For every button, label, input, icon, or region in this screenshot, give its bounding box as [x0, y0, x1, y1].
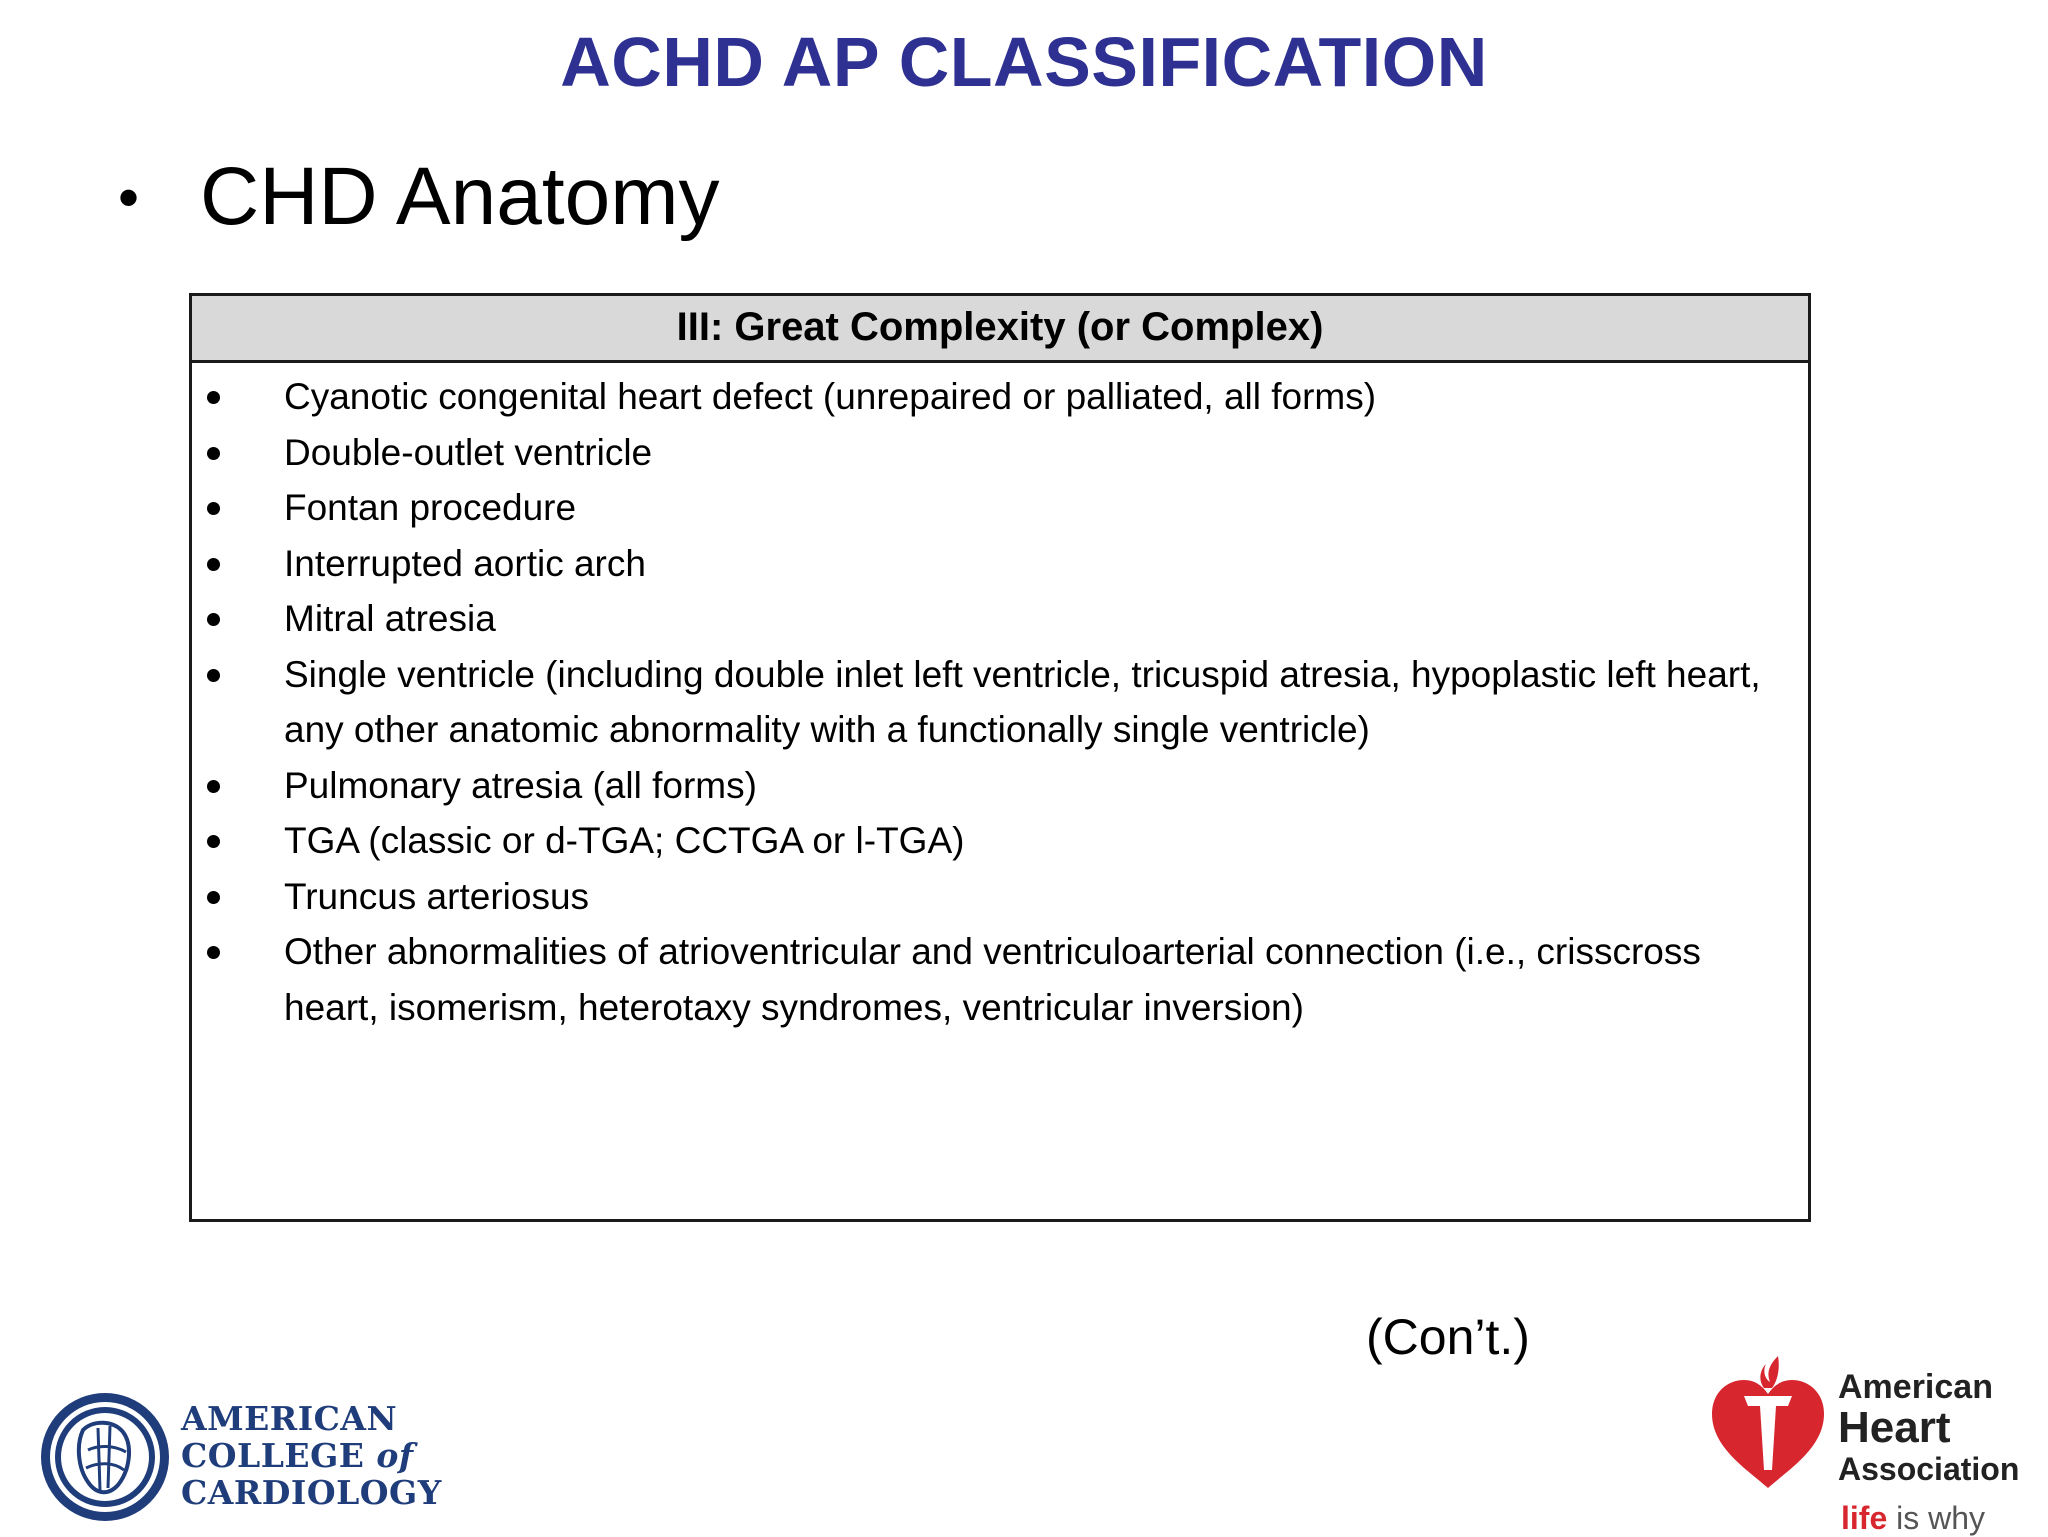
list-item [192, 647, 1808, 758]
list-item-text: TGA (classic or d-TGA; CCTGA or l-TGA) [284, 820, 965, 861]
topic-bullet-item [118, 150, 720, 244]
table-header: III: Great Complexity (or Complex) [192, 296, 1808, 363]
acc-seal-icon [38, 1390, 172, 1524]
list-item-text: Truncus arteriosus [284, 875, 590, 917]
aha-line-2: Heart [1838, 1403, 1951, 1452]
list-item-text: Mitral atresia [284, 598, 496, 639]
bullet-dot-icon [207, 558, 220, 571]
anatomy-list [192, 363, 1808, 1035]
bullet-dot-icon [207, 891, 220, 904]
list-item [192, 369, 1808, 425]
list-item-text: Interrupted aortic arch [284, 542, 646, 584]
bullet-dot-icon [207, 835, 220, 848]
bullet-dot-icon [207, 502, 220, 515]
acc-wordmark [181, 1400, 442, 1511]
bullet-glyph: • [118, 163, 140, 231]
list-item-text: Single ventricle (including double inlet left ventricle, tricuspid atresia, hypoplastic left heart, any other anatomic abnormality with a functionally single ventricle) [284, 653, 1761, 750]
aha-tag-rest: is why [1887, 1500, 1986, 1536]
list-item [192, 813, 1808, 869]
list-item [192, 425, 1808, 481]
aha-tagline [1841, 1500, 1985, 1537]
aha-heart-torch-icon [1708, 1352, 1828, 1492]
bullet-dot-icon [207, 391, 220, 404]
aha-wordmark [1838, 1368, 2019, 1488]
complexity-table [189, 293, 1811, 1222]
acc-line-2-college: COLLEGE [181, 1436, 377, 1475]
bullet-dot-icon [207, 613, 220, 626]
bullet-dot-icon [207, 447, 220, 460]
list-item [192, 480, 1808, 536]
continued-note: (Con’t.) [1366, 1309, 1530, 1365]
acc-line-3: CARDIOLOGY [181, 1473, 442, 1512]
bullet-dot-icon [207, 669, 220, 682]
list-item [192, 924, 1808, 1035]
aha-line-1: American [1838, 1368, 1993, 1406]
list-item [192, 758, 1808, 814]
aha-tag-life: life [1841, 1500, 1888, 1536]
list-item [192, 591, 1808, 647]
acc-line-2 [181, 1437, 442, 1474]
bullet-dot-icon [207, 946, 220, 959]
acc-line-2-of: of [376, 1436, 414, 1475]
slide-title: ACHD AP CLASSIFICATION [560, 23, 1488, 101]
aha-line-3: Association [1838, 1451, 2020, 1487]
list-item [192, 536, 1808, 592]
aha-logo [1708, 1352, 2048, 1536]
topic-label: CHD Anatomy [200, 151, 720, 242]
bullet-dot-icon [207, 780, 220, 793]
list-item-text: Pulmonary atresia (all forms) [284, 764, 757, 806]
list-item-text: Other abnormalities of atrioventricular and ventriculoarterial connection (i.e., crisscross heart, isomerism, heterotaxy syndromes, ventricular inversion) [284, 931, 1701, 1028]
list-item-text: Double-outlet ventricle [284, 431, 653, 473]
list-item [192, 869, 1808, 925]
acc-line-1: AMERICAN [181, 1399, 398, 1438]
acc-logo [38, 1390, 458, 1530]
list-item-text: Cyanotic congenital heart defect (unrepaired or palliated, all forms) [284, 376, 1377, 417]
list-item-text: Fontan procedure [284, 487, 577, 528]
